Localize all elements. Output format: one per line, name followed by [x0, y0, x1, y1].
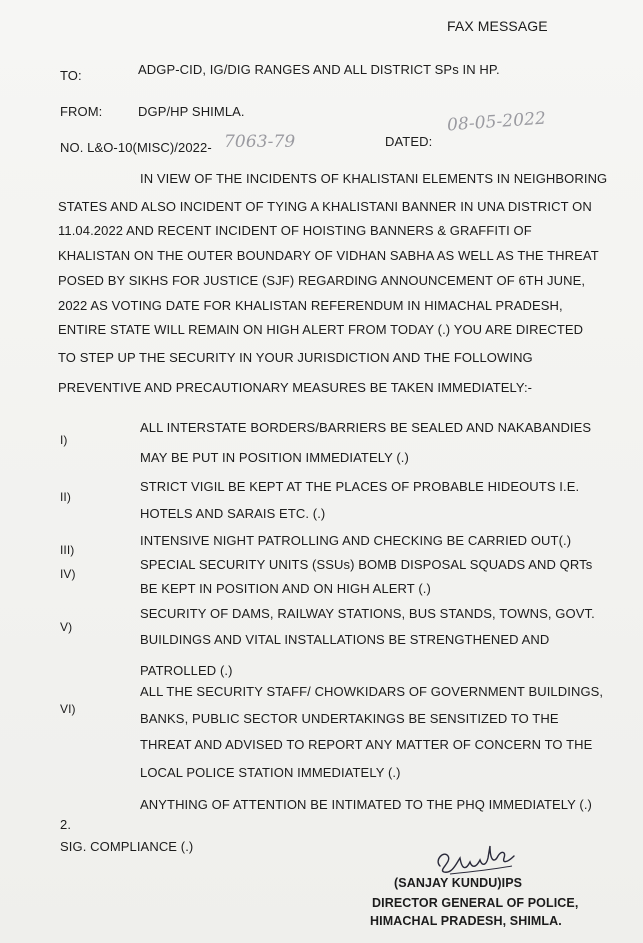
body-line: IN VIEW OF THE INCIDENTS OF KHALISTANI ELEMENTS IN NEIGHBORING: [140, 171, 608, 186]
para-2-number: 2.: [60, 817, 72, 832]
item-line: THREAT AND ADVISED TO REPORT ANY MATTER OF CONCERN TO THE: [140, 737, 593, 752]
signatory-title: DIRECTOR GENERAL OF POLICE,: [372, 896, 579, 910]
item-line: SPECIAL SECURITY UNITS (SSUs) BOMB DISPOSAL SQUADS AND QRTs: [140, 557, 593, 572]
item-line: HOTELS AND SARAIS ETC. (.): [140, 506, 326, 521]
body-line: ENTIRE STATE WILL REMAIN ON HIGH ALERT FROM TODAY (.) YOU ARE DIRECTED: [58, 322, 584, 337]
handwritten-date: 08-05-2022: [446, 108, 547, 136]
item-number: V): [60, 620, 73, 634]
dated-label: DATED:: [385, 134, 433, 149]
item-line: BANKS, PUBLIC SECTOR UNDERTAKINGS BE SENSITIZED TO THE: [140, 711, 559, 726]
body-line: TO STEP UP THE SECURITY IN YOUR JURISDICTION AND THE FOLLOWING: [58, 350, 533, 365]
signatory-place: HIMACHAL PRADESH, SHIMLA.: [370, 914, 562, 928]
compliance-note: SIG. COMPLIANCE (.): [60, 839, 194, 854]
body-line: POSED BY SIKHS FOR JUSTICE (SJF) REGARDING ANNOUNCEMENT OF 6TH JUNE,: [58, 273, 586, 288]
item-line: SECURITY OF DAMS, RAILWAY STATIONS, BUS STANDS, TOWNS, GOVT.: [140, 606, 595, 621]
handwritten-reference-number: 7063-79: [224, 132, 296, 152]
handwritten-signature: [430, 836, 520, 878]
from-sender: DGP/HP SHIMLA.: [138, 104, 245, 119]
from-label: FROM:: [60, 104, 103, 119]
item-line: STRICT VIGIL BE KEPT AT THE PLACES OF PROBABLE HIDEOUTS I.E.: [140, 479, 580, 494]
to-recipients: ADGP-CID, IG/DIG RANGES AND ALL DISTRICT SPs IN HP.: [138, 62, 500, 77]
body-line: STATES AND ALSO INCIDENT OF TYING A KHALISTANI BANNER IN UNA DISTRICT ON: [58, 199, 592, 214]
reference-number-label: NO. L&O-10(MISC)/2022-: [60, 140, 212, 155]
item-line: PATROLLED (.): [140, 663, 233, 678]
item-number: II): [60, 490, 71, 504]
item-line: BUILDINGS AND VITAL INSTALLATIONS BE STRENGTHENED AND: [140, 632, 550, 647]
item-number: III): [60, 543, 75, 557]
item-line: INTENSIVE NIGHT PATROLLING AND CHECKING BE CARRIED OUT(.): [140, 533, 572, 548]
fax-header: FAX MESSAGE: [447, 18, 548, 34]
item-line: LOCAL POLICE STATION IMMEDIATELY (.): [140, 765, 401, 780]
signatory-name: (SANJAY KUNDU)IPS: [394, 876, 523, 890]
item-line: MAY BE PUT IN POSITION IMMEDIATELY (.): [140, 450, 409, 465]
item-line: ALL INTERSTATE BORDERS/BARRIERS BE SEALED AND NAKABANDIES: [140, 420, 592, 435]
body-line: 11.04.2022 AND RECENT INCIDENT OF HOISTING BANNERS & GRAFFITI OF: [58, 223, 532, 238]
item-line: BE KEPT IN POSITION AND ON HIGH ALERT (.): [140, 581, 431, 596]
to-label: TO:: [60, 68, 82, 83]
body-line: KHALISTAN ON THE OUTER BOUNDARY OF VIDHAN SABHA AS WELL AS THE THREAT: [58, 248, 599, 263]
para-2-text: ANYTHING OF ATTENTION BE INTIMATED TO THE PHQ IMMEDIATELY (.): [140, 797, 592, 812]
item-number: VI): [60, 702, 76, 716]
body-line: PREVENTIVE AND PRECAUTIONARY MEASURES BE TAKEN IMMEDIATELY:-: [58, 380, 533, 395]
item-line: ALL THE SECURITY STAFF/ CHOWKIDARS OF GOVERNMENT BUILDINGS,: [140, 684, 604, 699]
item-number: I): [60, 433, 68, 447]
body-line: 2022 AS VOTING DATE FOR KHALISTAN REFERENDUM IN HIMACHAL PRADESH,: [58, 298, 563, 313]
item-number: IV): [60, 567, 76, 581]
